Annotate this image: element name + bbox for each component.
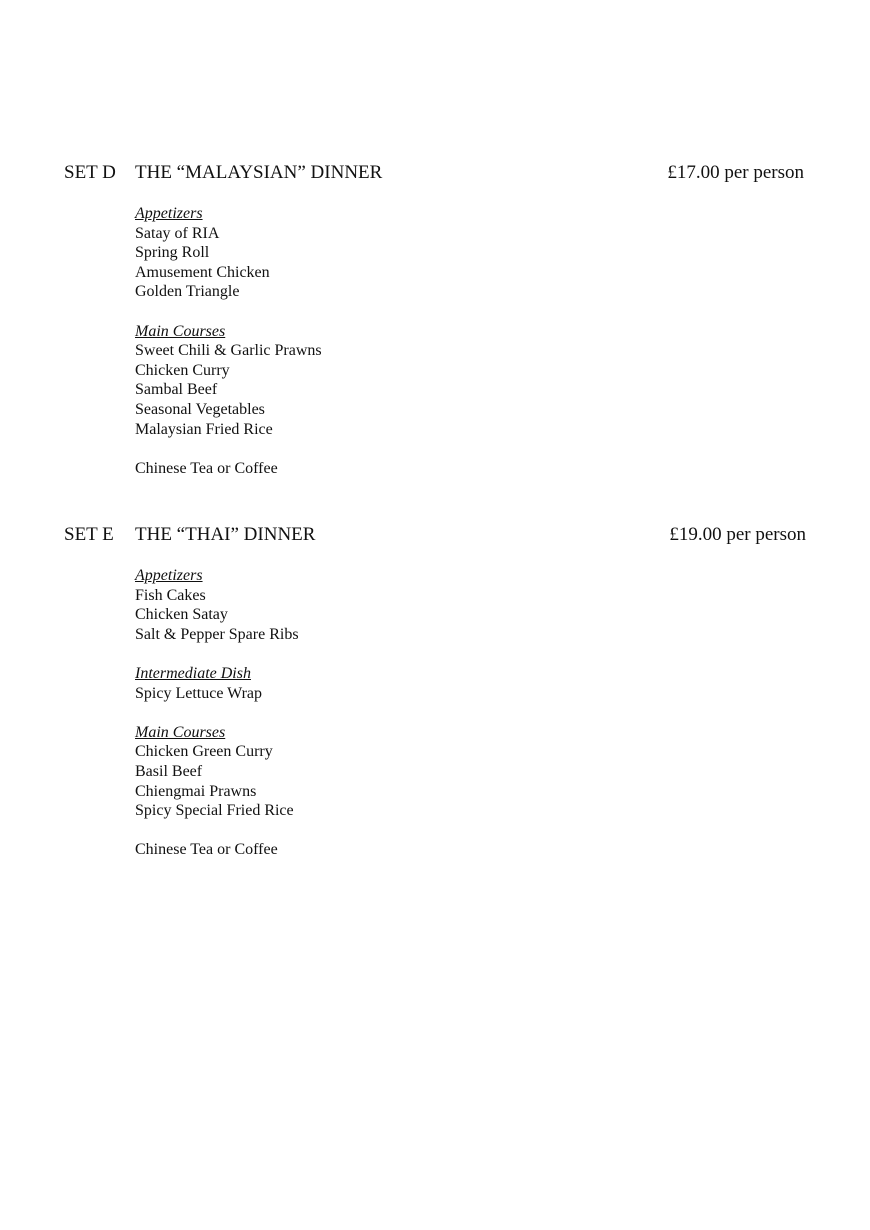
set-title: THE “MALAYSIAN” DINNER	[135, 162, 383, 183]
course-appetizers	[135, 566, 870, 644]
dish-item: Malaysian Fried Rice	[135, 420, 273, 438]
dish-item: Spring Roll	[135, 244, 210, 262]
dish-item: Fish Cakes	[135, 586, 206, 604]
set-header	[0, 160, 870, 186]
dish-item: Chicken Curry	[135, 361, 230, 379]
dish-item: Salt & Pepper Spare Ribs	[135, 625, 299, 643]
set-header	[0, 522, 870, 548]
dish-item: Chicken Green Curry	[135, 743, 273, 761]
dish-item: Spicy Special Fried Rice	[135, 802, 294, 820]
course-list	[135, 204, 870, 478]
dish-item: Amusement Chicken	[135, 263, 270, 281]
set-code: SET E	[64, 524, 114, 545]
dish-item: Chiengmai Prawns	[135, 782, 257, 800]
dish-item: Sambal Beef	[135, 381, 218, 399]
course-main-courses	[135, 723, 870, 821]
dish-item: Chicken Satay	[135, 606, 228, 624]
set-title: THE “THAI” DINNER	[135, 524, 316, 545]
course-intermediate-dish	[135, 664, 870, 703]
set-menu-d	[0, 160, 870, 478]
dish-item: Spicy Lettuce Wrap	[135, 684, 263, 702]
set-code: SET D	[64, 162, 116, 183]
set-price: £19.00 per person	[669, 524, 806, 545]
set-price: £17.00 per person	[667, 162, 804, 183]
course-heading: Appetizers	[135, 567, 203, 584]
closing-drink: Chinese Tea or Coffee	[135, 841, 278, 859]
course-appetizers	[135, 204, 870, 302]
dish-item: Satay of RIA	[135, 224, 220, 242]
course-heading: Intermediate Dish	[135, 664, 251, 682]
dish-item: Sweet Chili & Garlic Prawns	[135, 342, 322, 360]
course-heading: Appetizers	[135, 205, 203, 222]
dish-item: Seasonal Vegetables	[135, 400, 265, 418]
closing-drink: Chinese Tea or Coffee	[135, 459, 278, 477]
set-menu-e	[0, 522, 870, 860]
course-heading: Main Courses	[135, 723, 226, 741]
dish-item: Golden Triangle	[135, 283, 240, 301]
course-list	[135, 566, 870, 860]
course-heading: Main Courses	[135, 322, 226, 340]
course-main-courses	[135, 322, 870, 440]
dish-item: Basil Beef	[135, 762, 203, 780]
